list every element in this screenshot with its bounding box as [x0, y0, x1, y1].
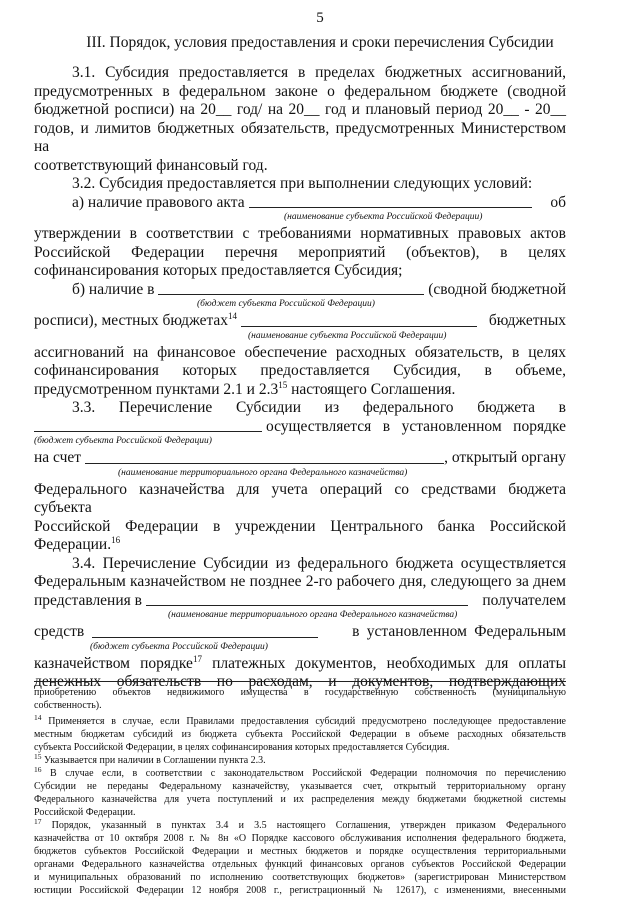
text-line: предусмотренных в федеральном законе о федеральном бюджете (сводной — [34, 82, 566, 100]
footnote-ref-16[interactable]: 16 — [111, 535, 121, 545]
fill-line-budget — [34, 281, 566, 300]
fill-line-submission — [34, 592, 566, 611]
text-line: утверждении в соответствии с требованиями нормативных правовых актов — [34, 225, 566, 242]
fill-line-legal-act — [34, 194, 566, 213]
field-caption: (наименование субъекта Российской Федерации) — [284, 212, 483, 222]
field-caption: (наименование территориального органа Федерального казначейства) — [118, 467, 408, 478]
text-line: годов, и лимитов бюджетных обязательств, предусмотренных Министерством на — [34, 119, 566, 155]
footnote-15: $^{15}$ Указывается при наличии в Соглашении пункта 2.3. — [34, 752, 266, 766]
blank-field-subject-name[interactable] — [241, 326, 477, 327]
blank-field-treasury-body[interactable] — [85, 463, 444, 464]
paragraph-3-2 — [34, 175, 566, 399]
blank-field-treasury-body[interactable] — [146, 605, 468, 606]
fill-line-funds — [34, 623, 566, 642]
text-fragment: росписи), местных бюджетах$^{14}$ — [34, 311, 238, 329]
page-number: 5 — [316, 10, 324, 26]
text-line: софинансирования которых предоставляется Субсидия, в объеме, — [34, 362, 566, 379]
field-caption: (наименование территориального органа Федерального казначейства) — [168, 610, 458, 620]
blank-field-budget[interactable] — [34, 431, 262, 432]
field-caption: (наименование субъекта Российской Федерации) — [248, 330, 447, 341]
fill-line-account — [34, 449, 566, 468]
text-fragment: бюджетных — [488, 312, 566, 329]
text-line: Российской Федерации перечня мероприятий (объектов), в целях — [34, 243, 566, 261]
text-line: 3.1. Субсидия предоставляется в пределах бюджетных ассигнований, — [72, 64, 566, 81]
text-line: денежных обязательств по расходам, и документов, подтверждающих — [34, 673, 566, 690]
text-line: казначейством порядке$^{17}$ платежных документов, необходимых для оплаты — [34, 653, 566, 672]
footnote-14: $^{14}$ Применяется в случае, если Правилами предоставления субсидий предусмотрено последующее предоставление местным бюджетам субсидий из бюджета субъекта Российской Федерации в объеме расходных обязательств субъекта Российской Федерации, в целях софинансирования которых предоставляется Субсидия. — [34, 713, 566, 753]
fill-line-budget — [34, 418, 566, 437]
footnote-17: $^{17}$ Порядок, указанный в пунктах 3.4 и 3.5 настоящего Соглашения, утвержден приказом Федерального казначейства от 10 октября 2008 г. № 8н «О Порядке кассового обслуживания исполнения федерального бюджета, бюджетов субъектов Российской Федерации и местных бюджетов и порядке осуществления территориальными органами Федерального казначейства отдельных функций финансовых органов субъектов Российской Федерации и муниципальных образований по исполнению соответствующих бюджетов» (зарегистрирован Министерством юстиции Российской Федерации 12 ноября 2008 г., регистрационный № 12617), с изменениями, внесенными — [34, 817, 566, 896]
section-heading: III. Порядок, условия предоставления и сроки перечисления Субсидии — [86, 34, 554, 51]
blank-field-subject-name[interactable] — [249, 207, 533, 208]
paragraph-3-1 — [34, 64, 566, 175]
footnote-number: 14 — [34, 713, 42, 722]
text-line: Федеральным казначейством не позднее 2-го рабочего дня, следующего за днем — [34, 573, 566, 590]
text-line: предусмотренном пунктами 2.1 и $2.3^{15}$ настоящего Соглашения. — [34, 379, 456, 398]
footnote-continuation: приобретению объектов недвижимого имущества в государственную собственность (муниципальную — [34, 687, 566, 698]
footnote-number: 15 — [34, 752, 42, 761]
text-line: Федерации.$^{16}$ — [34, 535, 121, 553]
text-fragment: , открытый органу — [444, 449, 566, 466]
footnote-16: $^{16}$ В случае если, в соответствии с законодательством Российской Федерации полномочия по перечислению Субсидии не переданы Федеральному казначейству, указывается счет, открытый территориальному органу Федерального казначейства для учета поступлений и их распределения между бюджетами бюджетной системы Российской Федерации. — [34, 765, 566, 818]
text-fragment: на счет — [34, 449, 82, 466]
text-line: ассигнований на финансовое обеспечение расходных обязательств, в целях — [34, 343, 566, 361]
text-line: 3.4. Перечисление Субсидии из федерального бюджета осуществляется — [72, 554, 566, 572]
field-caption: (бюджет субъекта Российской Федерации) — [90, 641, 268, 652]
footnote-separator — [34, 681, 566, 682]
text-fragment: б) наличие в — [72, 280, 155, 298]
footnote-ref-14[interactable]: 14 — [228, 311, 238, 321]
text-fragment: осуществляется в установленном порядке — [266, 417, 566, 435]
footnote-number: 17 — [34, 817, 42, 826]
text-line: софинансирования которых предоставляется Субсидия; — [34, 262, 403, 279]
blank-field-budget[interactable] — [92, 637, 318, 638]
paragraph-3-4 — [34, 555, 566, 692]
text-fragment: в установленном Федеральным — [352, 623, 566, 640]
footnote-number: 16 — [34, 765, 42, 774]
footnotes — [34, 686, 566, 897]
blank-field-budget[interactable] — [158, 294, 424, 295]
text-fragment: представления в — [34, 591, 142, 609]
text-fragment: средств — [34, 623, 85, 640]
text-line: Российской Федерации в учреждении Центрального банка Российской — [34, 517, 566, 535]
text-fragment: об — [550, 193, 566, 211]
field-caption: (бюджет субъекта Российской Федерации) — [197, 299, 375, 309]
document-body — [34, 64, 566, 692]
text-fragment: а) наличие правового акта — [72, 193, 245, 211]
text-fragment: получателем — [482, 591, 566, 609]
text-line: 3.3. Перечисление Субсидии из федерального бюджета в — [72, 399, 566, 416]
footnote-ref-15[interactable]: 15 — [278, 379, 288, 390]
fill-line-local-budgets — [34, 312, 566, 331]
field-caption: (бюджет субъекта Российской Федерации) — [34, 436, 212, 446]
text-line: 3.2. Субсидия предоставляется при выполнении следующих условий: — [72, 175, 533, 192]
footnote-continuation: собственность). — [34, 700, 102, 711]
text-line: Федерального казначейства для учета операций со средствами бюджета субъекта — [34, 480, 566, 516]
text-fragment: (сводной бюджетной — [428, 280, 566, 298]
footnote-ref-17[interactable]: 17 — [192, 653, 202, 664]
text-line: соответствующий финансовый год. — [34, 156, 268, 174]
text-line: бюджетной росписи) на 20__ год/ на 20__ год и плановый период 20__ - 20__ — [34, 101, 566, 118]
paragraph-3-3 — [34, 399, 566, 555]
